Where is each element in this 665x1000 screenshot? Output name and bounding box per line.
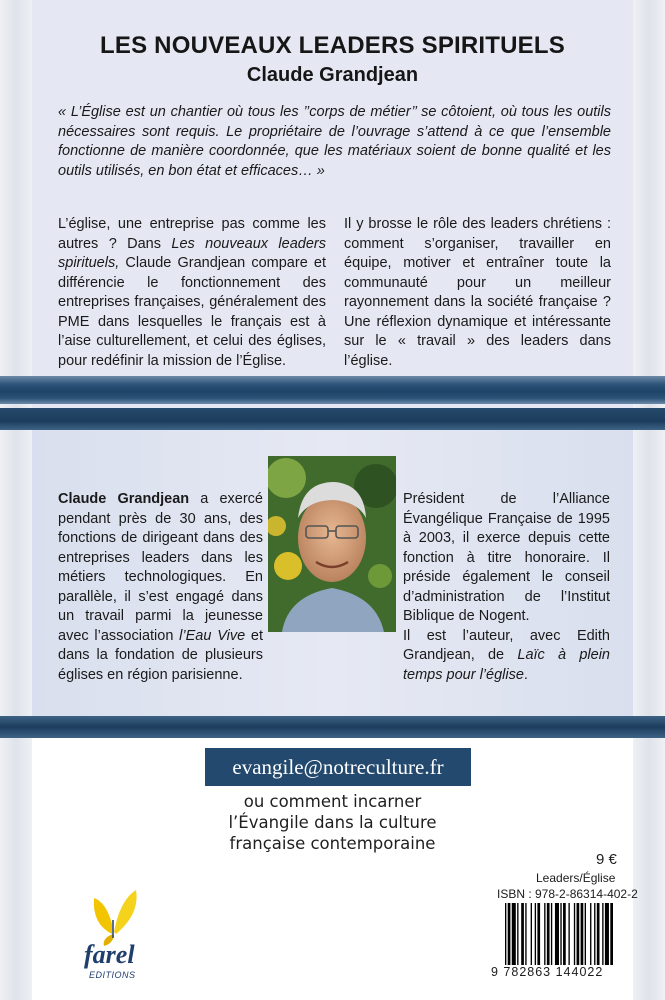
- description-column-right: Il y brosse le rôle des leaders chrétiens : comment s’organiser, travailler en équipe, motiver et entraîner toute la communauté pour un meilleur rayonnement dans la société française ? Une réflexion dynamique et intéressante sur le « travail » des leaders dans l’église.: [344, 216, 611, 369]
- right-side-rail: [633, 0, 665, 1000]
- barcode-number: 9 782863 144022: [491, 965, 604, 979]
- series-slogan: [150, 791, 515, 854]
- book-title: LES NOUVEAUX LEADERS SPIRITUELS: [100, 32, 565, 59]
- description-column-left: [58, 215, 326, 371]
- website-banner: evangile@notreculture.fr: [205, 748, 471, 786]
- bio-text: .: [523, 666, 528, 683]
- publisher-name: farel: [84, 940, 135, 969]
- description-text: Claude Grandjean compare et différencie le fonctionnement des entreprises françaises, généralement des PME dans lesquelles le français est à l’aise culturellement, et celui des églises, pour redéfinir la mission de l’Église.: [58, 255, 326, 369]
- bio-text: Il est l’auteur, avec Edith Grandjean, de: [403, 627, 610, 663]
- bio-coauthor: [403, 627, 610, 686]
- price: 9 €: [596, 851, 617, 868]
- bio-column-left: [58, 490, 263, 685]
- category-label: Leaders/Église: [536, 871, 616, 885]
- epigraph-quote: « L’Église est un chantier où tous les ’’corps de métier’’ se côtoient, où tous les outils nécessaires sont requis. Le propriétaire de l’ouvrage s’attend à ce que l’ensemble fonctionne de manière coordonnée, que les matériaux soient de bonne qualité et les outils utilisés, en bon état et efficaces… »: [58, 104, 611, 179]
- bio-author-name: Claude Grandjean: [58, 491, 190, 507]
- slogan-line: l’Évangile dans la culture: [228, 813, 437, 832]
- slogan-line: ou comment incarner: [243, 792, 422, 811]
- bio-column-right: [403, 490, 610, 685]
- association-name: l’Eau Vive: [179, 627, 246, 644]
- bio-presidency: Président de l’Alliance Évangélique Française de 1995 à 2003, il exerce depuis cette fonction à titre honoraire. Il préside également le conseil d’administration de l’Institut Biblique de Nogent.: [403, 491, 610, 624]
- left-side-rail: [0, 0, 32, 1000]
- barcode: [505, 903, 647, 965]
- bio-text: a exercé pendant près de 30 ans, des fonctions de dirigeant dans des entreprises leaders dans les métiers technologiques. En parallèle, il s’est engagé dans un travail parmi la jeunesse avec l’association: [58, 491, 263, 644]
- other-book-title: Laïc à plein temps pour l’église: [403, 647, 610, 683]
- publisher-subtitle: EDITIONS: [89, 970, 136, 980]
- decorative-band-top: [0, 376, 665, 404]
- bio-text: et dans la fondation de plusieurs églises en région parisienne.: [58, 627, 264, 683]
- decorative-band-middle: [0, 408, 665, 430]
- slogan-line: française contemporaine: [229, 834, 436, 853]
- author-portrait: [268, 456, 396, 632]
- author-photo: [268, 456, 396, 632]
- book-title-italic: Les nouveaux leaders spirituels,: [58, 235, 326, 271]
- book-author: Claude Grandjean: [246, 64, 419, 86]
- isbn: ISBN : 978-2-86314-402-2: [497, 887, 638, 901]
- description-text: L’église, une entreprise pas comme les autres ? Dans: [58, 216, 326, 252]
- decorative-band-bottom: [0, 716, 665, 738]
